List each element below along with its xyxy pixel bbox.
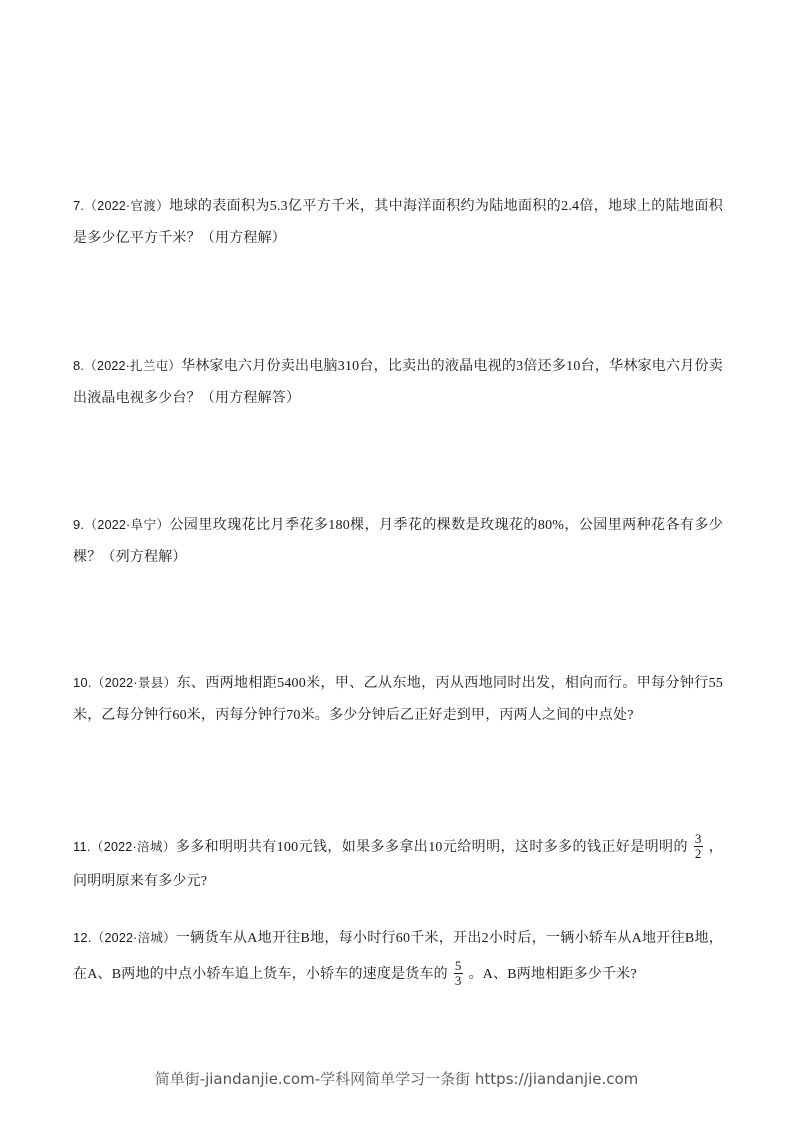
problem-number: 9. (73, 517, 85, 532)
problem-8 (73, 350, 723, 415)
fraction-numerator: 3 (694, 831, 702, 847)
problem-text-after: ，问明明原来有多少元? (73, 840, 723, 889)
problem-number: 12. (73, 930, 92, 945)
fraction (454, 959, 463, 988)
problem-11 (73, 830, 723, 899)
problem-12 (73, 920, 723, 993)
problem-text-before: 一辆货车从A地开往B地，每小时行60千米，开出2小时后，一辆小轿车从A地开往B地，在A、B两地的中点小轿车追上货车，小轿车的速度是货车的 (73, 931, 723, 982)
fraction (694, 832, 703, 861)
problem-10 (73, 667, 723, 732)
problem-text: 东、西两地相距5400米，甲、乙从东地，丙从西地同时出发，相向而行。甲每分钟行55米，乙每分钟行60米，丙每分钟行70米。多少分钟后乙正好走到甲，丙两人之间的中点处? (73, 676, 723, 723)
problem-text: 地球的表面积为5.3亿平方千米，其中海洋面积约为陆地面积的2.4倍，地球上的陆地面积是多少亿平方千米？（用方程解） (73, 199, 723, 246)
problem-source: （2022·涪城） (90, 840, 176, 854)
problem-text: 华林家电六月份卖出电脑310台，比卖出的液晶电视的3倍还多10台，华林家电六月份卖出液晶电视多少台？（用方程解答） (73, 359, 723, 406)
fraction-denominator: 2 (694, 846, 702, 862)
problem-source: （2022·涪城） (91, 931, 176, 945)
problem-number: 8. (73, 358, 85, 373)
problem-number: 7. (73, 198, 85, 213)
problem-9 (73, 509, 723, 574)
problem-text-before: 多多和明明共有100元钱，如果多多拿出10元给明明，这时多多的钱正好是明明的 (175, 840, 688, 855)
problem-source: （2022·扎兰屯） (84, 359, 182, 373)
problem-text: 公园里玫瑰花比月季花多180棵，月季花的棵数是玫瑰花的80%，公园里两种花各有多少棵？（列方程解） (73, 518, 723, 565)
problem-source: （2022·景县） (91, 676, 177, 690)
problem-text-after: 。A、B两地相距多少千米? (468, 967, 637, 982)
fraction-denominator: 3 (454, 973, 462, 989)
problem-number: 11. (73, 839, 91, 854)
footer-watermark: 简单街-jiandanjie.com-学科网简单学习一条街 https://jiandanjie.com (154, 1070, 639, 1088)
problem-source: （2022·官渡） (84, 199, 170, 213)
fraction-numerator: 5 (454, 958, 462, 974)
problem-number: 10. (73, 675, 92, 690)
problem-source: （2022·阜宁） (84, 518, 170, 532)
problem-7 (73, 190, 723, 255)
